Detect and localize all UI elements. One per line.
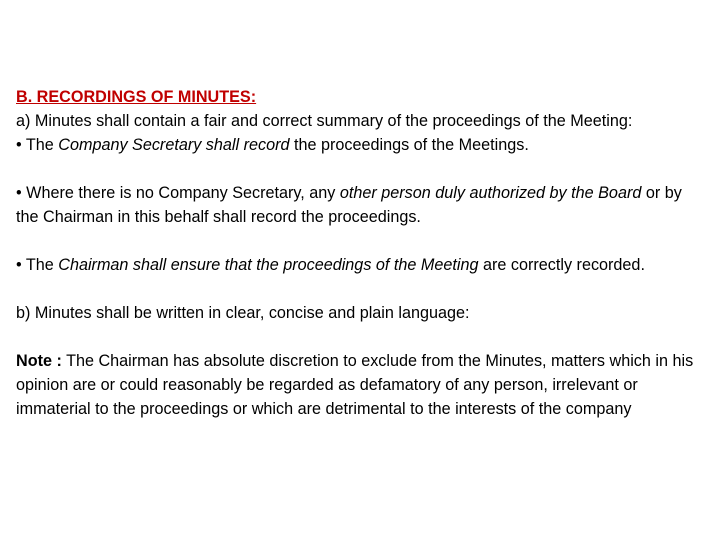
bullet-no-company-secretary: [16, 181, 706, 229]
bullet-3-prefix: • The: [16, 256, 59, 274]
bullet-2-prefix: • Where there is no Company Secretary, any: [16, 184, 340, 202]
bullet-company-secretary: [16, 133, 706, 157]
bullet-1-prefix: • The: [16, 136, 59, 154]
bullet-2-suffix: or by the Chairman in this behalf shall record the proceedings.: [16, 184, 682, 226]
bullet-chairman-ensure: [16, 253, 706, 277]
paragraph-spacer: [16, 229, 706, 253]
note-text: The Chairman has absolute discretion to exclude from the Minutes, matters which in his opinion are or could reasonably be regarded as defamatory of any person, irrelevant or immaterial to the proceedings or which are detrimental to the interests of the company: [16, 352, 694, 418]
note-paragraph: [16, 349, 706, 421]
paragraph-spacer: [16, 277, 706, 301]
bullet-2-italic: other person duly authorized by the Board: [339, 184, 642, 202]
bullet-1-italic: Company Secretary shall record: [58, 136, 290, 154]
bullet-3-italic: Chairman shall ensure that the proceedings of the Meeting: [58, 256, 479, 274]
bullet-1-suffix: the proceedings of the Meetings.: [289, 136, 529, 154]
note-label: Note :: [16, 352, 62, 370]
point-a: a) Minutes shall contain a fair and correct summary of the proceedings of the Meeting:: [16, 112, 633, 130]
slide-content: [16, 85, 706, 421]
paragraph-spacer: [16, 325, 706, 349]
paragraph-spacer: [16, 157, 706, 181]
point-b: b) Minutes shall be written in clear, concise and plain language:: [16, 304, 470, 322]
section-heading: B. RECORDINGS OF MINUTES:: [16, 88, 257, 106]
bullet-3-suffix: are correctly recorded.: [478, 256, 645, 274]
